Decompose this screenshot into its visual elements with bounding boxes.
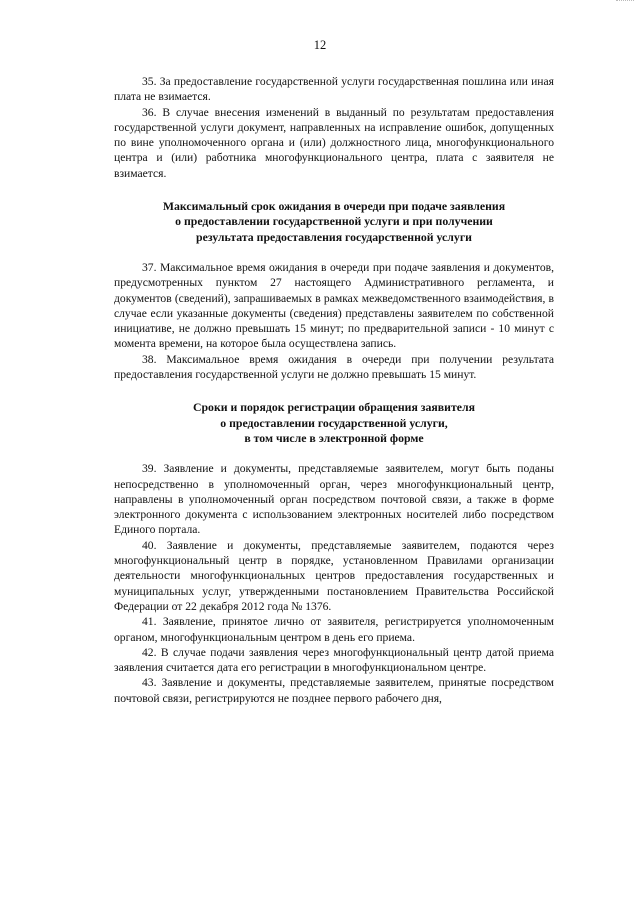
paragraph-36: 36. В случае внесения изменений в выданный по результатам предоставления государственной услуги документ, направленных на исправление ошибок, допущенных по вине уполномоченного органа и (или) должностного лица, многофункционального центра и (или) работника многофункционального центра, плата с заявителя не взимается. xyxy=(114,105,554,180)
page-body xyxy=(114,74,554,706)
page-number: 12 xyxy=(313,38,327,52)
paragraph-35: 35. За предоставление государственной услуги государственная пошлина или иная плата не взимается. xyxy=(114,75,554,104)
paragraph-38: 38. Максимальное время ожидания в очереди при получении результата предоставления государственной услуги не должно превышать 15 минут. xyxy=(114,352,554,382)
section-heading-registration xyxy=(114,400,554,446)
paragraph-39: 39. Заявление и документы, представляемые заявителем, могут быть поданы непосредственно в уполномоченный орган, через многофункциональный центр, направлены в уполномоченный орган посредством почтовой связи, а также в форме электронного документа с использованием электронных носителей либо посредством Единого портала. xyxy=(114,462,554,537)
heading-line: в том числе в электронной форме xyxy=(244,430,424,445)
heading-line: о предоставлении государственной услуги и при получении xyxy=(175,214,493,229)
heading-line: о предоставлении государственной услуги, xyxy=(220,415,448,430)
paragraph-40: 40. Заявление и документы, представляемые заявителем, подаются через многофункциональный центр в порядке, установленном Правилами организации деятельности многофункциональных центров предоставления государственных и муниципальных услуг, утвержденными постановлением Правительства Российской Федерации от 22 декабря 2012 года № 1376. xyxy=(114,538,554,613)
paragraph-41: 41. Заявление, принятое лично от заявителя, регистрируется уполномоченным органом, многофункциональным центром в день его приема. xyxy=(114,615,554,644)
paragraph-37: 37. Максимальное время ожидания в очереди при подаче заявления и документов, предусмотренных пунктом 27 настоящего Административного регламента, и документов (сведений), запрашиваемых в рамках межведомственного взаимодействия, в случае если указанные документы (сведения) представлены заявителем по собственной инициативе, не должно превышать 15 минут; по предварительной записи - 10 минут с момента времени, на которое была осуществлена запись. xyxy=(114,260,554,351)
heading-line: Сроки и порядок регистрации обращения заявителя xyxy=(192,400,476,415)
heading-line: Максимальный срок ожидания в очереди при подаче заявления xyxy=(162,199,506,214)
paragraph-42: 42. В случае подачи заявления через многофункциональный центр датой приема заявления считается дата его регистрации в многофункциональном центре. xyxy=(114,645,554,675)
heading-line: результата предоставления государственной услуги xyxy=(196,229,472,244)
paragraph-43: 43. Заявление и документы, представляемые заявителем, принятые посредством почтовой связи, регистрируются не позднее первого рабочего дня, xyxy=(114,676,554,705)
scan-corner-mark xyxy=(616,0,634,4)
section-heading-waiting-time xyxy=(114,199,554,245)
